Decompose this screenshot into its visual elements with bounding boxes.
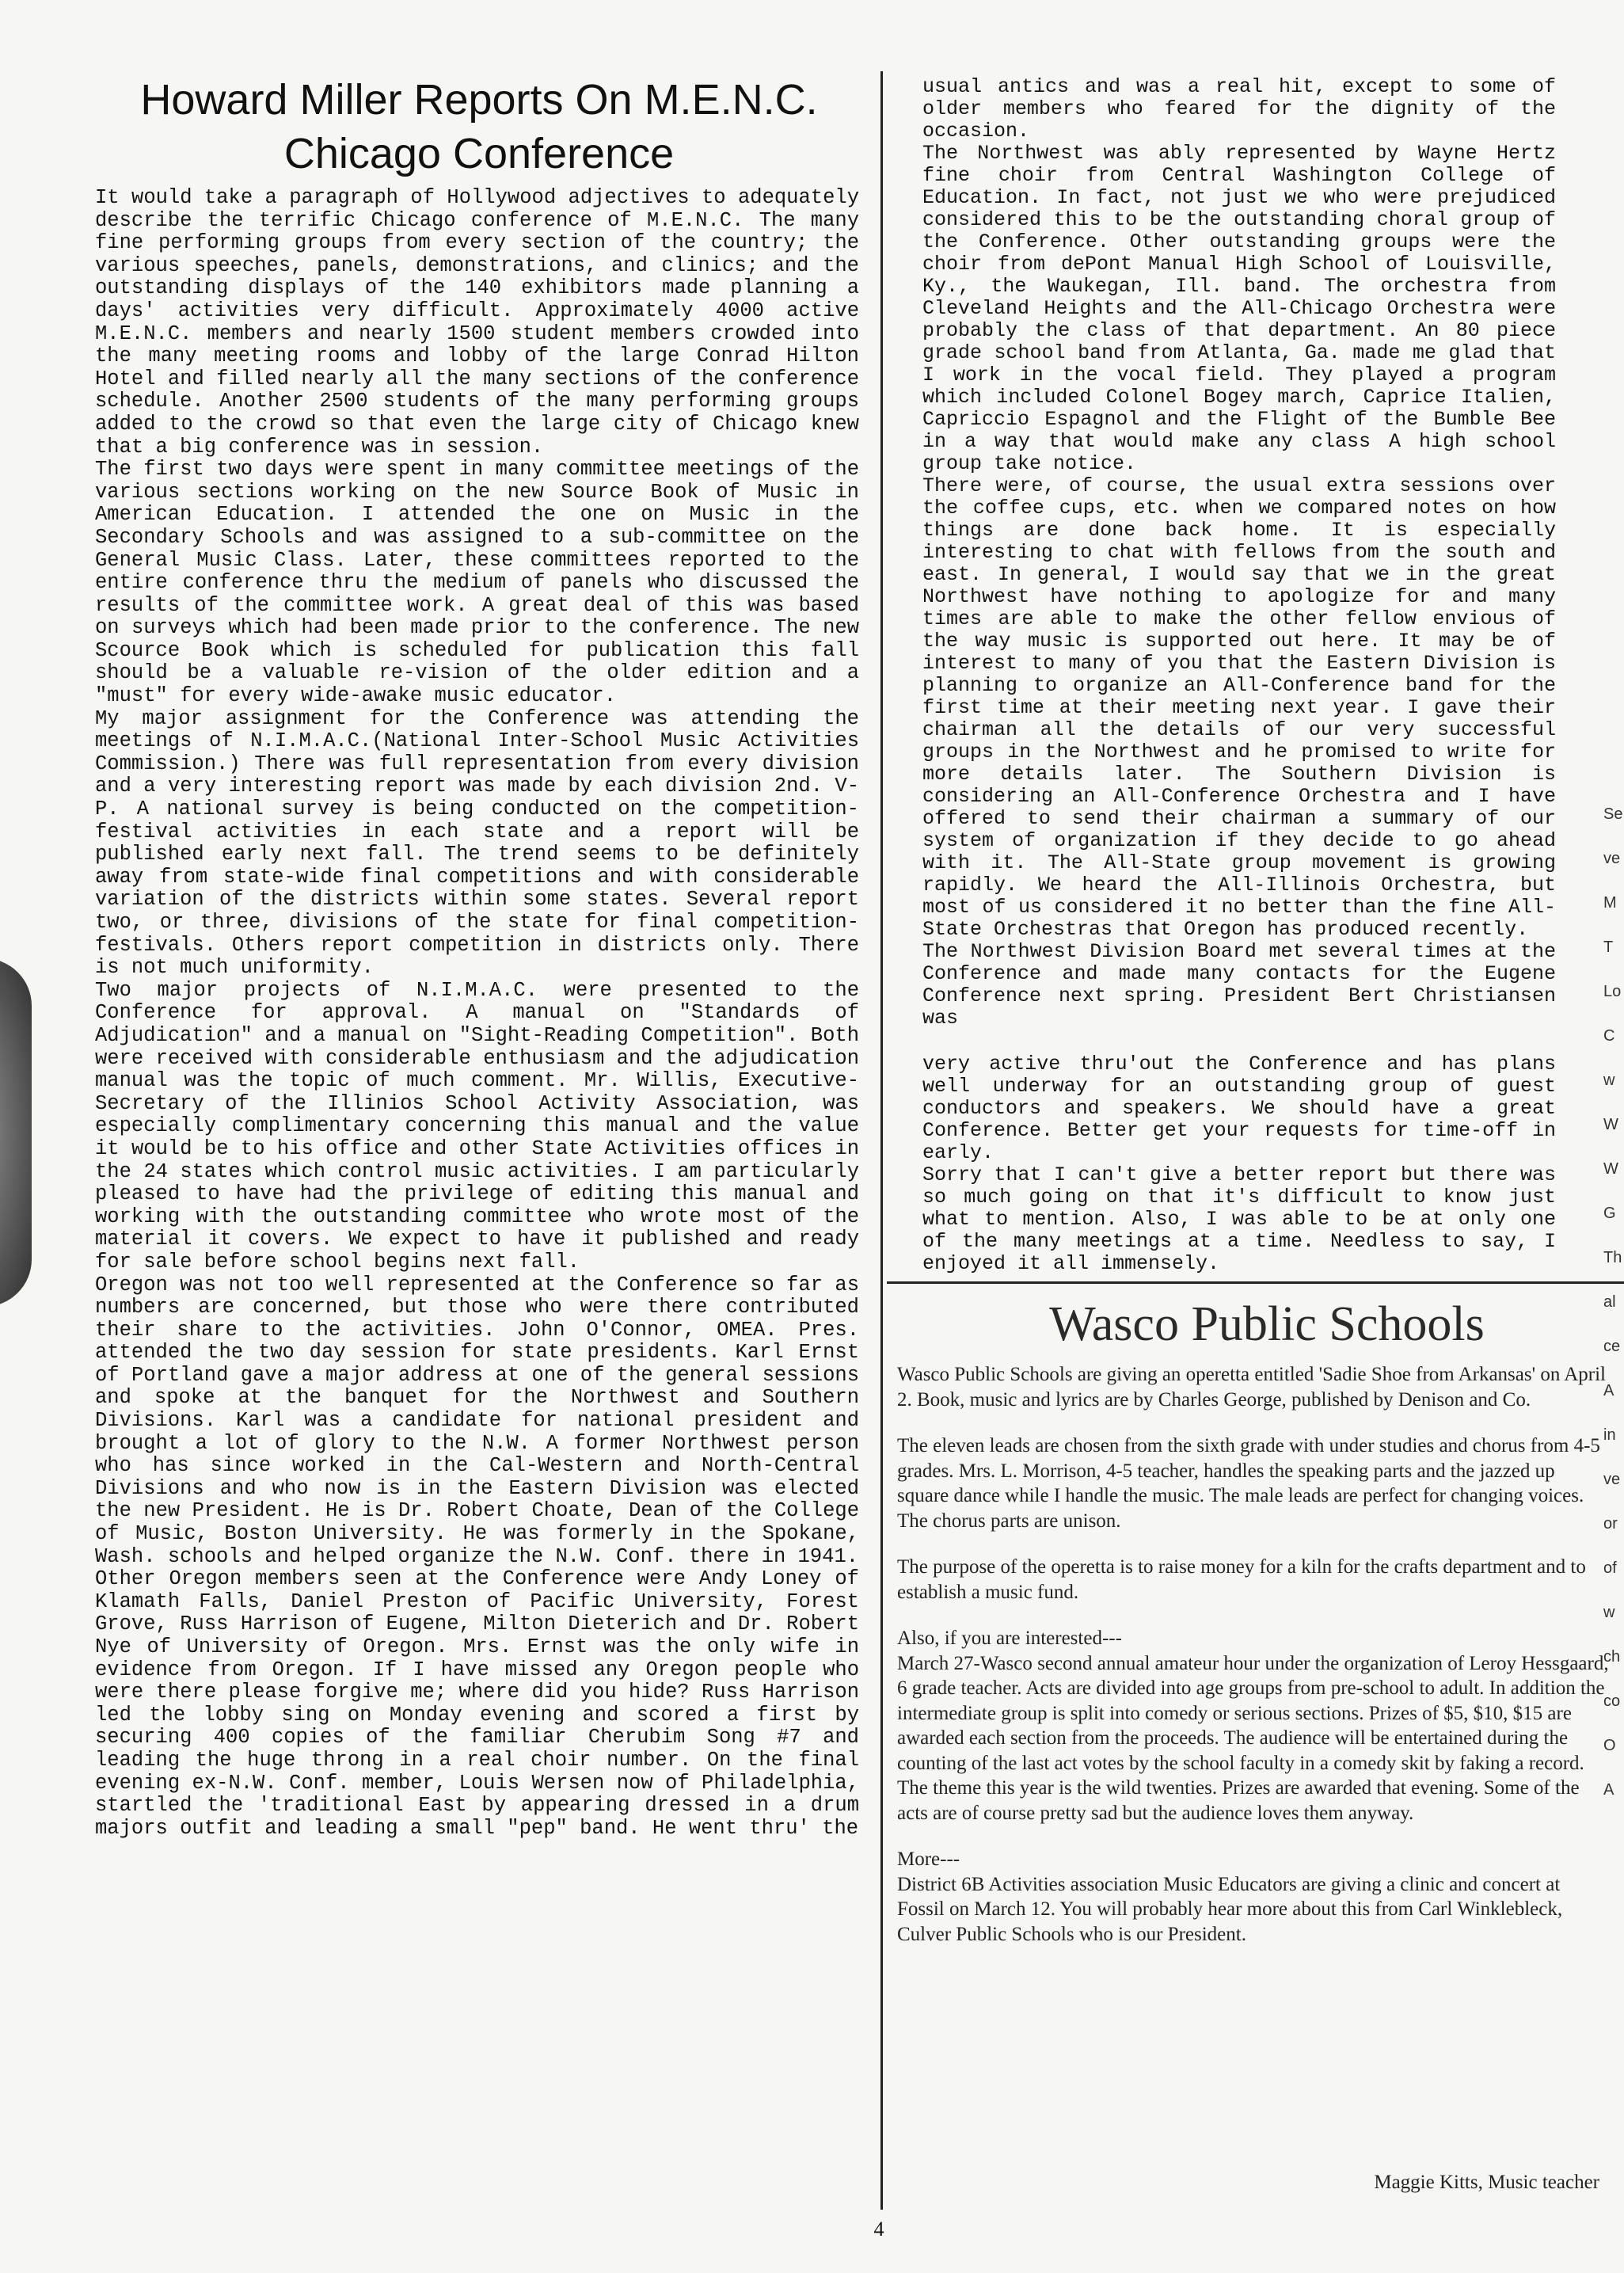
- wasco-paragraph: March 27-Wasco second annual amateur hour under the organization of Leroy Hessgaard, 6 grade teacher. Acts are divided into age groups from pre-school to adult. In addition the intermediate group is split into comedy or serious sections. Prizes of $5, $10, $15 are awarded each section from the proceeds. The audience will be entertained during the counting of the last act votes by the school faculty in a comedy skit by faking a record. The theme this year is the wild twenties. Prizes are awarded that evening. Some of the acts are of course pretty sad but the audience loves them anyway.: [897, 1652, 1609, 1824]
- edge-fragment: of: [1603, 1559, 1617, 1577]
- wasco-article: [897, 1362, 1610, 2170]
- edge-fragment: co: [1603, 1692, 1621, 1710]
- edge-fragment: Se: [1603, 805, 1623, 823]
- edge-fragment: O: [1603, 1737, 1616, 1754]
- article-continued-paragraph: The Northwest Division Board met several times at the Conference and made many contacts for the Eugene Conference next spring. President Bert Christiansen was: [922, 940, 1556, 1030]
- article-paragraph: Oregon was not too well represented at the Conference so far as numbers are concerned, but those who were there contributed their share to the activities. John O'Connor, OMEA. Pres. attended the two day session for state presidents. Karl Ernst of Portland gave a major address at one of the general sessions and spoke at the banquet for the Northwest and Southern Divisions. Karl was a candidate for national president and brought a lot of glory to the N.W. A former Northwest person who has since worked in the Cal-Western and North-Central Divisions and who now is in the Eastern Division was elected the new President. He is Dr. Robert Choate, Dean of the College of Music, Boston University. He was formerly in the Spokane, Wash. schools and helped organize the N.W. Conf. there in 1941.: [95, 1273, 859, 1568]
- wasco-signature: Maggie Kitts, Music teacher: [1374, 2172, 1599, 2193]
- edge-fragment: ve: [1603, 1471, 1621, 1488]
- edge-fragment: ch: [1603, 1648, 1621, 1666]
- edge-fragment: in: [1603, 1426, 1616, 1444]
- page-number: 4: [873, 2218, 884, 2241]
- article-title: [87, 73, 871, 181]
- adjacent-page-edge-fragments: [1603, 792, 1624, 1799]
- article-paragraph: Two major projects of N.I.M.A.C. were presented to the Conference for approval. A manual on "Standards of Adjudication" and a manual on "Sight-Reading Competition". Both were received with considerable enthusiasm and the adjudication manual was the topic of much comment. Mr. Willis, Executive-Secretary of the Illinios School Activity Association, was especially complimentary concerning this manual and the value it would be to his office and other State Activities offices in the 24 states which control music activities. I am particularly pleased to have had the privilege of editing this manual and working with the outstanding committee who wrote most of the material it covers. We expect to have it published and ready for sale before school begins next fall.: [95, 978, 859, 1274]
- edge-fragment: C: [1603, 1027, 1615, 1045]
- wasco-paragraph: The eleven leads are chosen from the sixth grade with under studies and chorus from 4-5 grades. Mrs. L. Morrison, 4-5 teacher, handles the speaking parts and the jazzed up square dance while I handle the music. The male leads are perfect for changing voices. The chorus parts are unison.: [897, 1435, 1600, 1532]
- edge-fragment: M: [1603, 894, 1617, 912]
- wasco-subhead: More---: [897, 1848, 960, 1870]
- thumb-shadow: [0, 958, 32, 1307]
- article-paragraph: The first two days were spent in many committee meetings of the various sections working on the new Source Book of Music in American Education. I attended the one on Music in the Secondary Schools and was assigned to a sub-committee on the General Music Class. Later, these committees reported to the entire conference thru the medium of panels who discussed the results of the committee work. A great deal of this was based on surveys which had been made prior to the conference. The new Scource Book which is scheduled for publication this fall should be a valuable re-vision of the older edition and a "must" for every wide-awake music educator.: [95, 458, 859, 708]
- edge-fragment: ce: [1603, 1338, 1621, 1355]
- article-continued-column: [922, 75, 1556, 1275]
- wasco-paragraph: Wasco Public Schools are giving an operetta entitled 'Sadie Shoe from Arkansas' on April 2. Book, music and lyrics are by Charles George, published by Denison and Co.: [897, 1364, 1607, 1411]
- article-continued-paragraph: usual antics and was a real hit, except to some of older members who feared for the dignity of the occasion.: [922, 75, 1556, 143]
- edge-fragment: W: [1603, 1116, 1618, 1133]
- wasco-title: Wasco Public Schools: [1049, 1297, 1485, 1351]
- article-paragraph: Other Oregon members seen at the Conference were Andy Loney of Klamath Falls, Daniel Preston of Pacific University, Forest Grove, Russ Harrison of Eugene, Milton Dieterich and Dr. Robert Nye of University of Oregon. Mrs. Ernst was the only wife in evidence from Oregon. If I have missed any Oregon people who were there please forgive me; where did you hide? Russ Harrison led the lobby sing on Monday evening and scored a first by securing 400 copies of the familiar Cherubim Song #7 and leading the huge throng in a real choir number. On the final evening ex-N.W. Conf. member, Louis Wersen now of Philadelphia, startled the 'traditional East by appearing dressed in a drum majors outfit and leading a small "pep" band. He went thru' the: [95, 1567, 859, 1840]
- wasco-paragraph: The purpose of the operetta is to raise money for a kiln for the crafts department and to establish a music fund.: [897, 1556, 1586, 1603]
- article-paragraph: It would take a paragraph of Hollywood adjectives to adequately describe the terrific Chicago conference of M.E.N.C. The many fine performing groups from every section of the country; the various speeches, panels, demonstrations, and clinics; and the outstanding displays of the 140 exhibitors made planning a days' activities very difficult. Approximately 4000 active M.E.N.C. members and nearly 1500 student members crowded into the many meeting rooms and lobby of the large Conrad Hilton Hotel and filled nearly all the many sections of the conference schedule. Another 2500 students of the many performing groups added to the crowd so that even the large city of Chicago knew that a big conference was in session.: [95, 186, 859, 459]
- article-continued-paragraph: Sorry that I can't give a better report but there was so much going on that it's difficult to know just what to mention. Also, I was able to be at only one of the many meetings at a time. Needless to say, I enjoyed it all immensely.: [922, 1163, 1556, 1275]
- article-continued-paragraph: The Northwest was ably represented by Wayne Hertz fine choir from Central Washington College of Education. In fact, not just we who were prejudiced considered this to be the outstanding choral group of the Conference. Other outstanding groups were the choir from dePont Manual High School of Louisville, Ky., the Waukegan, Ill. band. The orchestra from Cleveland Heights and the All-Chicago Orchestra were probably the class of that department. An 80 piece grade school band from Atlanta, Ga. made me glad that I work in the vocal field. They played a program which included Colonel Bogey march, Caprice Italien, Capriccio Espagnol and the Flight of the Bumble Bee in a way that would make any class A high school group take notice.: [922, 142, 1556, 475]
- article-title-line1: Howard Miller Reports On M.E.N.C.: [140, 76, 818, 124]
- edge-fragment: Th: [1603, 1249, 1622, 1266]
- edge-fragment: al: [1603, 1293, 1616, 1311]
- edge-fragment: or: [1603, 1515, 1618, 1532]
- column-divider: [880, 71, 883, 2210]
- edge-fragment: G: [1603, 1205, 1616, 1222]
- edge-fragment: w: [1603, 1604, 1615, 1621]
- edge-fragment: W: [1603, 1160, 1618, 1178]
- edge-fragment: ve: [1603, 850, 1621, 867]
- article-continued-paragraph: There were, of course, the usual extra sessions over the coffee cups, etc. when we compared notes on how things are done back home. It is especially interesting to chat with fellows from the south and east. In general, I would say that we in the great Northwest have nothing to apologize for and many times are able to make the other fellow envious of the way music is supported out here. It may be of interest to many of you that the Eastern Division is planning to organize an All-Conference band for the first time at their meeting next year. I gave their chairman all the details of our very successful groups in the Northwest and he promised to write for more details later. The Southern Division is considering an All-Conference Orchestra and I have offered to send their chairman a summary of our system of organization if they decide to go ahead with it. The All-State group movement is growing rapidly. We heard the All-Illinois Orchestra, but most of us considered it no better than the fine All-State Orchestras that Oregon has produced recently.: [922, 474, 1556, 941]
- article-title-line2: Chicago Conference: [283, 130, 675, 177]
- edge-fragment: T: [1603, 939, 1614, 956]
- article-left-column: [95, 187, 859, 2199]
- edge-fragment: A: [1603, 1382, 1614, 1399]
- edge-fragment: w: [1603, 1072, 1615, 1089]
- article-continued-paragraph: very active thru'out the Conference and has plans well underway for an outstanding group of guest conductors and speakers. We should have a great Conference. Better get your requests for time-off in early.: [922, 1053, 1556, 1164]
- section-divider: [887, 1281, 1624, 1284]
- edge-fragment: A: [1603, 1781, 1614, 1799]
- wasco-subhead: Also, if you are interested---: [897, 1628, 1122, 1649]
- edge-fragment: Lo: [1603, 983, 1622, 1000]
- article-paragraph: My major assignment for the Conference was attending the meetings of N.I.M.A.C.(National Inter-School Music Activities Commission.) There was full representation from every division and a very interesting report was made by each division 2nd. V-P. A national survey is being conducted on the competition-festival activities in each state and a report will be published early next fall. The trend seems to be definitely away from state-wide final competitions and with considerable variation of the districts within some states. Several report two, or three, divisions of the state for final competition-festivals. Others report competition in districts only. There is not much uniformity.: [95, 706, 859, 980]
- wasco-paragraph: District 6B Activities association Music Educators are giving a clinic and concert at Fossil on March 12. You will probably hear more about this from Carl Winklebleck, Culver Public Schools who is our President.: [897, 1873, 1563, 1945]
